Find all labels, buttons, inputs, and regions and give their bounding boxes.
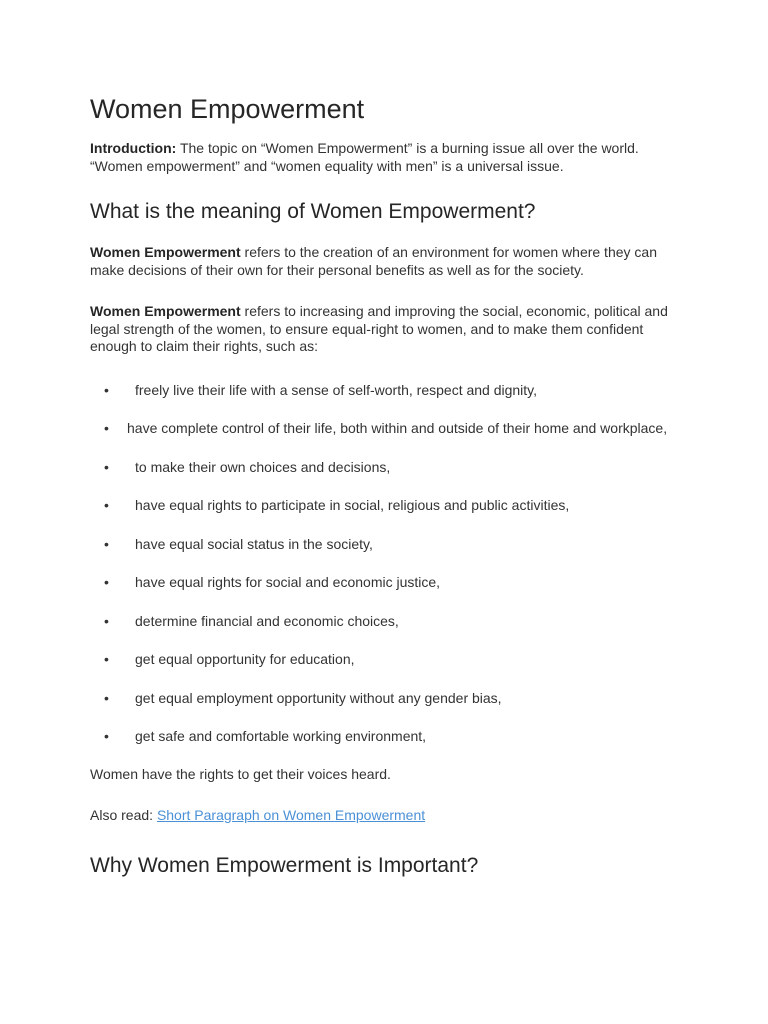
list-item-text: get equal employment opportunity without any gender bias, — [135, 689, 502, 706]
definition-text-1: refers to the creation of an environment for women where they can make decisions of their own for their personal benefits as well as for the society. — [90, 244, 657, 278]
list-item-text: freely live their life with a sense of self-worth, respect and dignity, — [135, 381, 538, 398]
list-item-text: get equal opportunity for education, — [135, 651, 355, 667]
list-item — [90, 535, 678, 553]
bullet-icon: • — [104, 535, 109, 552]
section-heading-importance: Why Women Empowerment is Important? — [90, 853, 479, 877]
list-item-text: have complete control of their life, both within and outside of their home and workplace, — [127, 420, 668, 436]
bullet-icon: • — [104, 612, 109, 629]
list-item-text: to make their own choices and decisions, — [135, 458, 391, 475]
definition-text-2: refers to increasing and improving the social, economic, political and legal strength of the women, to ensure equal-right to women, and to make them confident enough to claim their rights, such as: — [90, 303, 668, 354]
intro-label: Introduction: — [90, 140, 177, 156]
list-item — [90, 689, 678, 707]
bullet-icon: • — [104, 728, 109, 744]
list-item — [90, 573, 678, 591]
list-item-text: determine financial and economic choices, — [135, 612, 399, 629]
definition-paragraph-1 — [90, 244, 678, 279]
also-read-label: Also read: — [90, 807, 157, 823]
list-item-text: have equal social status in the society, — [135, 535, 373, 552]
list-item — [90, 458, 678, 476]
list-item-text: get safe and comfortable working environment, — [135, 728, 427, 744]
list-item — [90, 496, 678, 514]
bullet-icon: • — [104, 689, 109, 706]
rights-list — [90, 381, 678, 746]
page-title: Women Empowerment — [90, 94, 365, 124]
intro-paragraph — [90, 140, 678, 175]
closing-paragraph: Women have the rights to get their voices heard. — [90, 765, 391, 782]
list-item — [90, 419, 678, 437]
section-heading-meaning: What is the meaning of Women Empowerment? — [90, 200, 536, 223]
bullet-icon: • — [104, 574, 109, 590]
also-read-line — [90, 807, 678, 825]
definition-term-2: Women Empowerment — [90, 303, 241, 319]
list-item — [90, 650, 678, 668]
bullet-icon: • — [104, 381, 109, 398]
list-item — [90, 612, 678, 630]
list-item — [90, 727, 678, 745]
definition-term-1: Women Empowerment — [90, 244, 241, 260]
bullet-icon: • — [104, 651, 109, 667]
also-read-link[interactable]: Short Paragraph on Women Empowerment — [156, 807, 426, 823]
list-item-text: have equal rights to participate in social, religious and public activities, — [135, 497, 570, 513]
list-item-text: have equal rights for social and economic justice, — [135, 574, 441, 590]
list-item — [90, 381, 678, 399]
intro-text: The topic on “Women Empowerment” is a burning issue all over the world. “Women empowerment” and “women equality with men” is a universal issue. — [90, 140, 639, 174]
bullet-icon: • — [104, 497, 109, 513]
definition-paragraph-2 — [90, 303, 678, 356]
bullet-icon: • — [104, 458, 109, 475]
bullet-icon: • — [104, 420, 109, 436]
